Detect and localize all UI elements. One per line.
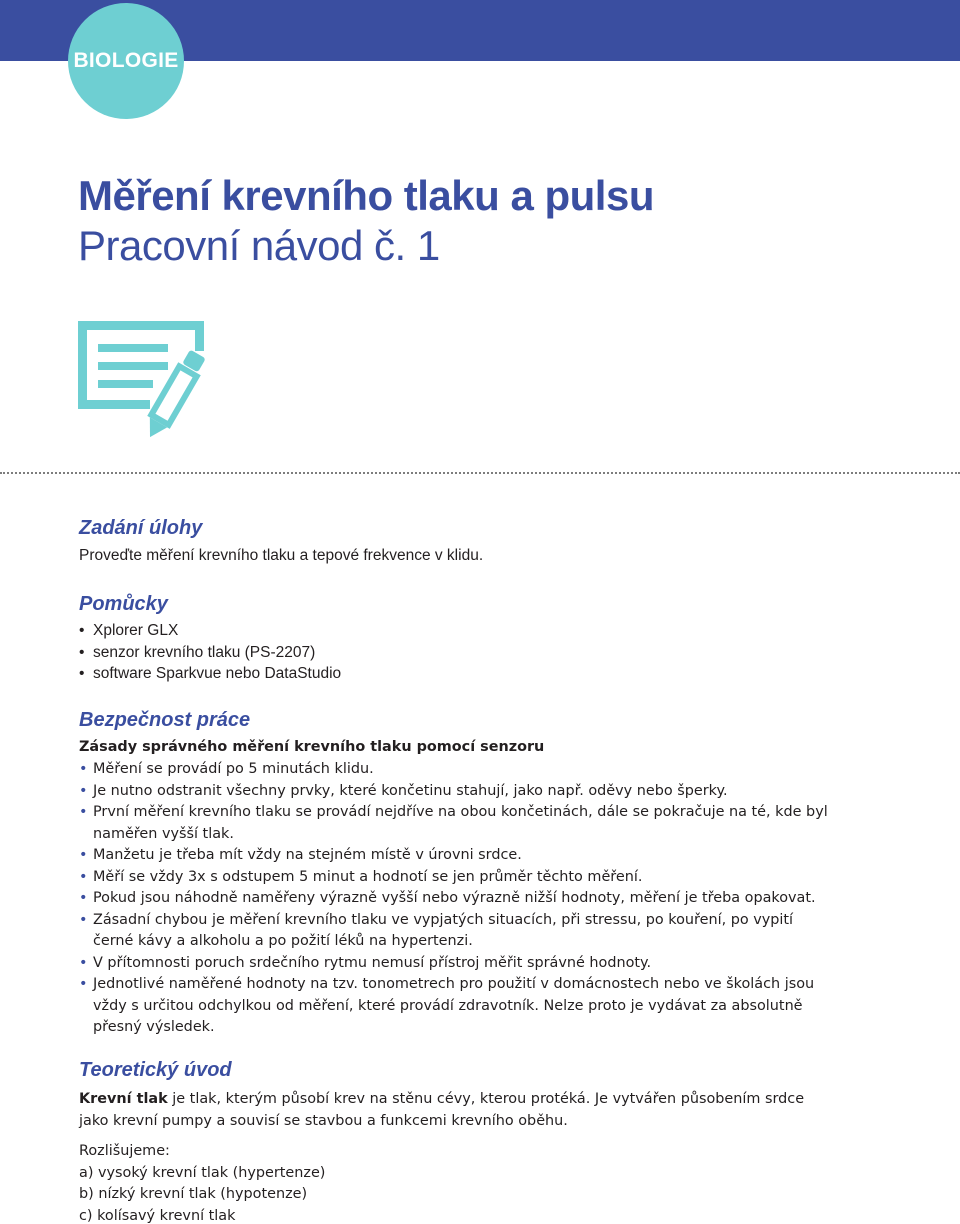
list-item: a) vysoký krevní tlak (hypertenze) [79,1164,326,1181]
theory-term: Krevní tlak [79,1091,168,1107]
list-item: • software Sparkvue nebo DataStudio [79,663,341,685]
page-subtitle: Pracovní návod č. 1 [78,222,440,269]
task-text: Proveďte měření krevního tlaku a tepové frekvence v klidu. [79,547,484,564]
list-item: c) kolísavý krevní tlak [79,1207,236,1224]
tools-list [79,620,341,685]
list-item: • Xplorer GLX [79,620,341,642]
subject-label: BIOLOGIE [73,49,179,72]
list-item: • Jednotlivé naměřené hodnoty na tzv. tonometrech pro použití v domácnostech nebo ve školách jsou vždy s určitou odchylkou od měření, které provádí zdravotník. Nelze proto je vydávat za absolutně přesný výsledek. [79,974,831,1039]
theory-paragraph [79,1089,831,1132]
distinguish-label: Rozlišujeme: [79,1143,170,1159]
worksheet-pen-icon [78,318,218,438]
safety-list [79,759,831,1039]
list-item: • První měření krevního tlaku se provádí nejdříve na obou končetinách, dále se pokračuje na té, kde byl naměřen vyšší tlak. [79,802,831,845]
safety-subheading: Zásady správného měření krevního tlaku pomocí senzoru [79,739,545,755]
pressure-types [79,1141,325,1224]
list-item: • Zásadní chybou je měření krevního tlaku ve vypjatých situacích, při stressu, po kouření, po vypití černé kávy a alkoholu a po požití léků na hypertenzi. [79,910,831,953]
theory-heading: Teoretický úvod [79,1059,232,1081]
list-item: b) nízký krevní tlak (hypotenze) [79,1186,308,1202]
list-item: • Manžetu je třeba mít vždy na stejném místě v úrovni srdce. [79,845,831,867]
safety-heading: Bezpečnost práce [79,709,251,731]
page-title: Měření krevního tlaku a pulsu [78,172,654,219]
list-item: • Pokud jsou náhodně naměřeny výrazně vyšší nebo výrazně nižší hodnoty, měření je třeba opakovat. [79,888,831,910]
theory-text: je tlak, kterým působí krev na stěnu cévy, kterou protéká. Je vytvářen působením srdce jako krevní pumpy a souvisí se stavbou a funkcemi krevního oběhu. [79,1091,805,1129]
subject-badge [68,3,184,119]
list-item: • senzor krevního tlaku (PS-2207) [79,642,341,664]
tools-heading: Pomůcky [79,593,168,615]
list-item: • V přítomnosti poruch srdečního rytmu nemusí přístroj měřit správné hodnoty. [79,953,831,975]
task-heading: Zadání úlohy [79,517,203,539]
list-item: • Měří se vždy 3x s odstupem 5 minut a hodnotí se jen průměr těchto měření. [79,867,831,889]
list-item: • Je nutno odstranit všechny prvky, které končetinu stahují, jako např. oděvy nebo šperky. [79,781,831,803]
section-divider [0,472,960,474]
list-item: • Měření se provádí po 5 minutách klidu. [79,759,831,781]
